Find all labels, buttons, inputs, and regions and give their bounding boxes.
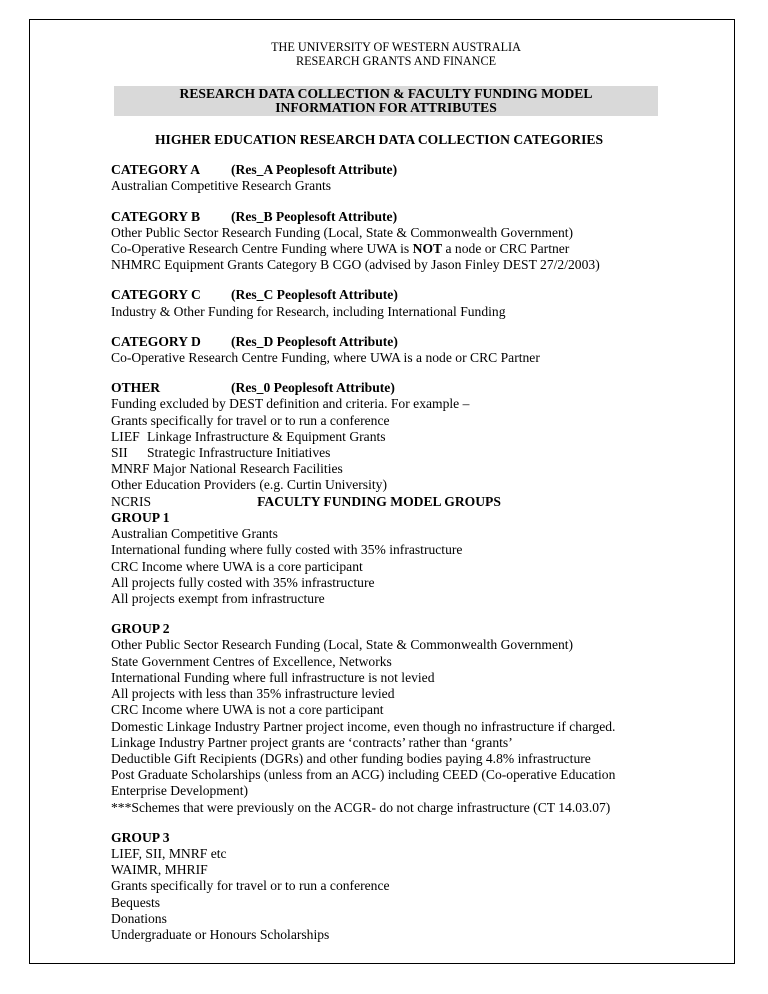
category-a-attribute: (Res_A Peoplesoft Attribute) (231, 162, 398, 178)
group-3-item: Grants specifically for travel or to run a conference (111, 878, 390, 894)
category-b-line-2: Co-Operative Research Centre Funding where UWA is NOT a node or CRC Partner (111, 241, 570, 257)
title-banner (114, 86, 658, 116)
institution-header (116, 40, 676, 69)
category-a-block (111, 162, 676, 194)
group-2-item: All projects with less than 35% infrastructure levied (111, 686, 395, 702)
category-b-attribute: (Res_B Peoplesoft Attribute) (231, 208, 398, 224)
other-label: OTHER (111, 380, 161, 396)
group-1-item: CRC Income where UWA is a core participant (111, 558, 363, 574)
category-b-line-1: Other Public Sector Research Funding (Local, State & Commonwealth Government) (111, 224, 574, 240)
category-b-label: CATEGORY B (111, 208, 201, 224)
category-d-label: CATEGORY D (111, 333, 201, 349)
group-2-item: ***Schemes that were previously on the ACGR- do not charge infrastructure (CT 14.03.07) (111, 799, 611, 815)
other-line-6: Other Education Providers (e.g. Curtin University) (111, 477, 387, 493)
group-3-block (111, 830, 676, 943)
group-3-item: WAIMR, MHRIF (111, 862, 208, 878)
group-1-block (111, 510, 676, 607)
category-d-block (111, 334, 676, 366)
category-a-label: CATEGORY A (111, 162, 201, 178)
category-c-line-1: Industry & Other Funding for Research, including International Funding (111, 303, 506, 319)
group-3-item: Donations (111, 910, 167, 926)
document-content (111, 40, 676, 943)
other-line-5: MNRF Major National Research Facilities (111, 461, 343, 477)
category-b-block (111, 209, 676, 274)
header-line-1: THE UNIVERSITY OF WESTERN AUSTRALIA (271, 40, 521, 54)
category-c-label: CATEGORY C (111, 287, 201, 303)
group-3-item: Bequests (111, 894, 161, 910)
other-line-2: Grants specifically for travel or to run a conference (111, 412, 390, 428)
group-3-item: Undergraduate or Honours Scholarships (111, 926, 330, 942)
header-line-2: RESEARCH GRANTS AND FINANCE (295, 54, 497, 69)
other-line-1: Funding excluded by DEST definition and criteria. For example – (111, 396, 470, 412)
group-1-item: International funding where fully costed with 35% infrastructure (111, 542, 463, 558)
group-1-item: Australian Competitive Grants (111, 526, 278, 542)
banner-line-1: RESEARCH DATA COLLECTION & FACULTY FUNDING MODEL (179, 85, 593, 101)
other-line-lief: LIEF Linkage Infrastructure & Equipment Grants (111, 428, 386, 444)
group-3-item: LIEF, SII, MNRF etc (111, 845, 227, 861)
group-2-item: CRC Income where UWA is not a core participant (111, 702, 384, 718)
group-2-item: Linkage Industry Partner project grants are ‘contracts’ rather than ‘grants’ (111, 734, 513, 750)
group-1-item: All projects fully costed with 35% infrastructure (111, 574, 375, 590)
category-c-attribute: (Res_C Peoplesoft Attribute) (231, 287, 398, 303)
section1-title: HIGHER EDUCATION RESEARCH DATA COLLECTION CATEGORIES (154, 132, 604, 147)
category-c-block (111, 287, 676, 319)
group-2-item: Other Public Sector Research Funding (Local, State & Commonwealth Government) (111, 637, 574, 653)
group-2-item: State Government Centres of Excellence, Networks (111, 653, 392, 669)
group-2-item: International Funding where full infrastructure is not levied (111, 669, 435, 685)
banner-line-2: INFORMATION FOR ATTRIBUTES (275, 100, 497, 116)
section2-title: FACULTY FUNDING MODEL GROUPS (257, 493, 501, 509)
other-block (111, 380, 676, 510)
group-2-item: Post Graduate Scholarships (unless from an ACG) including CEED (Co-operative Education (111, 767, 616, 783)
other-line-sii: SII Strategic Infrastructure Initiatives (111, 445, 331, 461)
group-2-item: Domestic Linkage Industry Partner project income, even though no infrastructure if charged. (111, 718, 616, 734)
category-d-attribute: (Res_D Peoplesoft Attribute) (231, 333, 398, 349)
other-line-7: NCRIS (111, 493, 152, 509)
not-emphasis: NOT (412, 241, 443, 257)
group-1-label: GROUP 1 (111, 510, 170, 526)
group-2-item: Deductible Gift Recipients (DGRs) and other funding bodies paying 4.8% infrastructure (111, 750, 591, 766)
group-2-item: Enterprise Development) (111, 783, 249, 799)
group-3-label: GROUP 3 (111, 829, 170, 845)
category-d-line-1: Co-Operative Research Centre Funding, where UWA is a node or CRC Partner (111, 350, 540, 366)
category-a-line-1: Australian Competitive Research Grants (111, 178, 332, 194)
group-1-item: All projects exempt from infrastructure (111, 591, 325, 607)
group-2-block (111, 621, 676, 815)
other-attribute: (Res_0 Peoplesoft Attribute) (231, 380, 395, 396)
group-2-label: GROUP 2 (111, 621, 170, 637)
category-b-line-3: NHMRC Equipment Grants Category B CGO (advised by Jason Finley DEST 27/2/2003) (111, 257, 600, 273)
